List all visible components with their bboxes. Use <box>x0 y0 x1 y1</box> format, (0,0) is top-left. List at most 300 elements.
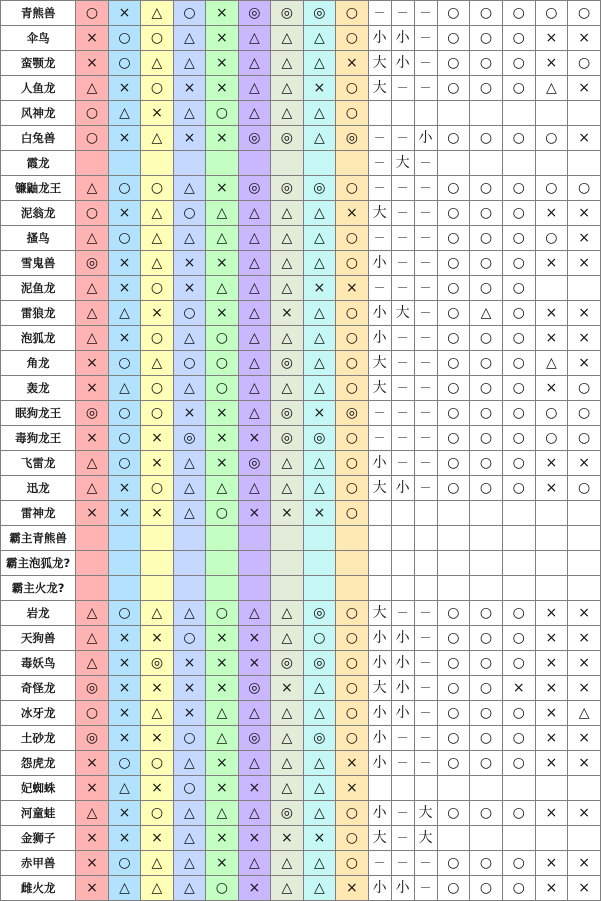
element-weakness-cell: △ <box>173 101 205 126</box>
element-weakness-cell: ◎ <box>303 176 335 201</box>
element-weakness-cell: ◎ <box>173 426 205 451</box>
status-cell: × <box>535 251 568 276</box>
size-cell: － <box>391 226 414 251</box>
status-cell: × <box>568 601 601 626</box>
size-cell <box>414 101 437 126</box>
table-row <box>1 126 601 151</box>
status-cell: ○ <box>502 876 535 901</box>
status-cell: ○ <box>535 176 568 201</box>
element-weakness-cell: × <box>303 826 335 851</box>
size-cell: 大 <box>368 601 391 626</box>
status-cell <box>535 576 568 601</box>
status-cell: ○ <box>502 601 535 626</box>
size-cell: － <box>391 751 414 776</box>
size-cell: － <box>391 126 414 151</box>
status-cell <box>470 501 503 526</box>
size-cell: － <box>414 676 437 701</box>
element-weakness-cell: △ <box>271 451 303 476</box>
monster-name: 霸主青熊兽 <box>1 526 76 551</box>
table-row <box>1 451 601 476</box>
element-weakness-cell: × <box>108 126 140 151</box>
element-weakness-cell: × <box>206 176 238 201</box>
status-cell <box>568 501 601 526</box>
status-cell: ○ <box>568 401 601 426</box>
element-weakness-cell: ◎ <box>238 726 270 751</box>
status-cell <box>535 151 568 176</box>
element-weakness-cell: × <box>206 301 238 326</box>
monster-name: 霞龙 <box>1 151 76 176</box>
element-weakness-cell: ◎ <box>76 726 108 751</box>
size-cell <box>368 551 391 576</box>
element-weakness-cell: ○ <box>336 701 368 726</box>
size-cell: － <box>391 376 414 401</box>
element-weakness-cell: × <box>108 826 140 851</box>
size-cell: 小 <box>368 451 391 476</box>
status-cell <box>535 276 568 301</box>
element-weakness-cell: △ <box>238 251 270 276</box>
monster-name: 雷狼龙 <box>1 301 76 326</box>
status-cell: × <box>568 226 601 251</box>
status-cell: ○ <box>568 476 601 501</box>
element-weakness-cell: ◎ <box>271 176 303 201</box>
element-weakness-cell: △ <box>141 51 173 76</box>
element-weakness-cell: ◎ <box>271 401 303 426</box>
element-weakness-cell <box>108 526 140 551</box>
element-weakness-cell: ◎ <box>238 676 270 701</box>
size-cell: － <box>368 176 391 201</box>
element-weakness-cell: △ <box>303 776 335 801</box>
size-cell: － <box>391 276 414 301</box>
size-cell: 大 <box>368 676 391 701</box>
table-row <box>1 476 601 501</box>
element-weakness-cell: × <box>76 851 108 876</box>
table-row <box>1 701 601 726</box>
table-row <box>1 801 601 826</box>
status-cell <box>437 501 470 526</box>
element-weakness-cell <box>173 151 205 176</box>
status-cell: ○ <box>502 726 535 751</box>
element-weakness-cell: ○ <box>173 776 205 801</box>
element-weakness-cell: × <box>141 301 173 326</box>
status-cell: ○ <box>470 801 503 826</box>
element-weakness-cell: × <box>336 51 368 76</box>
size-cell <box>414 501 437 526</box>
status-cell: ○ <box>437 476 470 501</box>
element-weakness-cell: ○ <box>108 226 140 251</box>
element-weakness-cell: × <box>303 76 335 101</box>
status-cell: ○ <box>470 76 503 101</box>
size-cell: 小 <box>368 301 391 326</box>
status-cell: ○ <box>502 801 535 826</box>
element-weakness-cell: △ <box>108 376 140 401</box>
element-weakness-cell: × <box>271 501 303 526</box>
monster-name: 白兔兽 <box>1 126 76 151</box>
element-weakness-cell: △ <box>76 451 108 476</box>
element-weakness-cell: × <box>173 676 205 701</box>
status-cell: ○ <box>437 751 470 776</box>
size-cell <box>391 776 414 801</box>
size-cell: － <box>414 726 437 751</box>
element-weakness-cell: △ <box>141 201 173 226</box>
status-cell: ○ <box>502 351 535 376</box>
size-cell: 大 <box>391 151 414 176</box>
size-cell: 小 <box>391 476 414 501</box>
table-row <box>1 551 601 576</box>
element-weakness-cell <box>303 551 335 576</box>
element-weakness-cell: × <box>108 476 140 501</box>
element-weakness-cell: × <box>141 676 173 701</box>
element-weakness-cell: △ <box>76 326 108 351</box>
element-weakness-cell: × <box>173 651 205 676</box>
status-cell: × <box>535 651 568 676</box>
element-weakness-cell: × <box>173 701 205 726</box>
element-weakness-cell <box>141 526 173 551</box>
status-cell: ○ <box>502 651 535 676</box>
size-cell: － <box>414 26 437 51</box>
size-cell: 大 <box>391 301 414 326</box>
size-cell: － <box>391 1 414 26</box>
size-cell: － <box>391 401 414 426</box>
status-cell <box>568 776 601 801</box>
element-weakness-cell: ○ <box>173 1 205 26</box>
element-weakness-cell: ○ <box>141 376 173 401</box>
element-weakness-cell: × <box>206 126 238 151</box>
element-weakness-cell: ◎ <box>271 126 303 151</box>
element-weakness-cell: ○ <box>108 751 140 776</box>
element-weakness-cell: ◎ <box>238 451 270 476</box>
size-cell: － <box>414 626 437 651</box>
status-cell: × <box>568 301 601 326</box>
status-cell: ○ <box>502 401 535 426</box>
status-cell <box>437 151 470 176</box>
element-weakness-cell: ○ <box>336 326 368 351</box>
status-cell <box>502 576 535 601</box>
status-cell: ○ <box>568 426 601 451</box>
element-weakness-cell: △ <box>303 301 335 326</box>
table-row <box>1 501 601 526</box>
element-weakness-cell: △ <box>271 776 303 801</box>
element-weakness-cell <box>238 526 270 551</box>
table-row <box>1 401 601 426</box>
element-weakness-cell: × <box>108 726 140 751</box>
element-weakness-cell <box>271 551 303 576</box>
status-cell <box>502 101 535 126</box>
element-weakness-cell: △ <box>271 751 303 776</box>
status-cell: ○ <box>437 51 470 76</box>
element-weakness-cell: × <box>141 501 173 526</box>
element-weakness-cell <box>206 526 238 551</box>
status-cell: ○ <box>502 226 535 251</box>
table-row <box>1 176 601 201</box>
element-weakness-cell: × <box>76 776 108 801</box>
element-weakness-cell: × <box>303 276 335 301</box>
element-weakness-cell: △ <box>76 626 108 651</box>
element-weakness-cell: ○ <box>206 376 238 401</box>
element-weakness-cell: × <box>108 676 140 701</box>
element-weakness-cell: ○ <box>108 26 140 51</box>
size-cell: － <box>414 301 437 326</box>
status-cell: × <box>568 26 601 51</box>
element-weakness-cell: △ <box>238 351 270 376</box>
status-cell: × <box>535 626 568 651</box>
element-weakness-cell: △ <box>76 651 108 676</box>
element-weakness-cell: △ <box>238 226 270 251</box>
status-cell: ○ <box>502 376 535 401</box>
element-weakness-cell <box>76 551 108 576</box>
status-cell: ○ <box>502 51 535 76</box>
status-cell: × <box>568 76 601 101</box>
size-cell: － <box>414 476 437 501</box>
size-cell: － <box>414 376 437 401</box>
size-cell: － <box>414 326 437 351</box>
element-weakness-cell: △ <box>173 851 205 876</box>
element-weakness-cell: △ <box>76 176 108 201</box>
size-cell: － <box>391 251 414 276</box>
element-weakness-cell: △ <box>76 276 108 301</box>
element-weakness-cell: △ <box>173 376 205 401</box>
element-weakness-cell: △ <box>173 226 205 251</box>
element-weakness-cell: △ <box>303 51 335 76</box>
size-cell: － <box>368 426 391 451</box>
monster-name: 蛮颚龙 <box>1 51 76 76</box>
element-weakness-cell: △ <box>303 801 335 826</box>
size-cell: 小 <box>368 701 391 726</box>
element-weakness-cell: × <box>76 351 108 376</box>
element-weakness-cell <box>76 576 108 601</box>
status-cell: ○ <box>437 851 470 876</box>
status-cell: ○ <box>437 226 470 251</box>
element-weakness-cell: △ <box>173 26 205 51</box>
status-cell: ○ <box>437 701 470 726</box>
size-cell: － <box>391 826 414 851</box>
status-cell: ○ <box>437 1 470 26</box>
element-weakness-cell: × <box>141 451 173 476</box>
monster-name: 怨虎龙 <box>1 751 76 776</box>
table-row <box>1 526 601 551</box>
element-weakness-cell: × <box>271 826 303 851</box>
element-weakness-cell <box>238 576 270 601</box>
size-cell: 大 <box>368 51 391 76</box>
element-weakness-cell: △ <box>173 876 205 901</box>
size-cell: － <box>414 76 437 101</box>
status-cell: × <box>502 676 535 701</box>
element-weakness-cell: ○ <box>173 351 205 376</box>
status-cell <box>502 826 535 851</box>
status-cell: ○ <box>470 651 503 676</box>
element-weakness-cell: △ <box>271 101 303 126</box>
element-weakness-cell: × <box>206 426 238 451</box>
element-weakness-cell: △ <box>173 601 205 626</box>
element-weakness-cell: ○ <box>173 726 205 751</box>
element-weakness-cell: ○ <box>336 476 368 501</box>
status-cell: △ <box>470 301 503 326</box>
status-cell <box>568 551 601 576</box>
status-cell: ○ <box>502 276 535 301</box>
status-cell: ○ <box>502 851 535 876</box>
element-weakness-cell: △ <box>76 801 108 826</box>
status-cell: ○ <box>437 376 470 401</box>
status-cell <box>502 501 535 526</box>
status-cell: ○ <box>437 801 470 826</box>
table-row <box>1 651 601 676</box>
element-weakness-cell: △ <box>141 876 173 901</box>
element-weakness-cell: ○ <box>108 176 140 201</box>
monster-name: 青熊兽 <box>1 1 76 26</box>
element-weakness-cell: × <box>238 826 270 851</box>
table-row <box>1 76 601 101</box>
element-weakness-cell: × <box>108 276 140 301</box>
status-cell: ○ <box>470 201 503 226</box>
status-cell: × <box>535 676 568 701</box>
element-weakness-cell: × <box>238 776 270 801</box>
element-weakness-cell: △ <box>173 826 205 851</box>
element-weakness-cell: △ <box>271 476 303 501</box>
status-cell: ○ <box>535 126 568 151</box>
table-row <box>1 326 601 351</box>
size-cell: － <box>414 876 437 901</box>
element-weakness-cell: × <box>76 26 108 51</box>
element-weakness-cell: ◎ <box>238 126 270 151</box>
element-weakness-cell <box>336 151 368 176</box>
element-weakness-cell: △ <box>303 451 335 476</box>
monster-name: 冰牙龙 <box>1 701 76 726</box>
size-cell: 大 <box>368 76 391 101</box>
element-weakness-cell: ◎ <box>336 401 368 426</box>
element-weakness-cell <box>173 551 205 576</box>
element-weakness-cell: ○ <box>336 826 368 851</box>
element-weakness-cell: △ <box>206 226 238 251</box>
element-weakness-cell: ○ <box>336 101 368 126</box>
element-weakness-cell: ○ <box>336 651 368 676</box>
element-weakness-cell: △ <box>173 801 205 826</box>
size-cell: － <box>391 176 414 201</box>
status-cell: ○ <box>502 626 535 651</box>
size-cell: － <box>391 601 414 626</box>
size-cell: 大 <box>368 376 391 401</box>
element-weakness-cell: ◎ <box>303 1 335 26</box>
element-weakness-cell: × <box>206 26 238 51</box>
status-cell: ○ <box>470 676 503 701</box>
element-weakness-cell: ○ <box>336 501 368 526</box>
status-cell: ○ <box>470 26 503 51</box>
status-cell: × <box>568 451 601 476</box>
monster-name: 金狮子 <box>1 826 76 851</box>
element-weakness-cell: × <box>173 126 205 151</box>
element-weakness-cell: × <box>206 251 238 276</box>
status-cell <box>535 551 568 576</box>
status-cell: ○ <box>502 326 535 351</box>
element-weakness-cell: ◎ <box>303 726 335 751</box>
element-weakness-cell: × <box>206 751 238 776</box>
size-cell: － <box>414 226 437 251</box>
element-weakness-cell: ○ <box>336 351 368 376</box>
status-cell: ○ <box>568 51 601 76</box>
element-weakness-cell: △ <box>173 501 205 526</box>
element-weakness-cell <box>173 576 205 601</box>
element-weakness-cell: △ <box>303 851 335 876</box>
element-weakness-cell: △ <box>238 201 270 226</box>
element-weakness-cell: ○ <box>336 26 368 51</box>
status-cell: ○ <box>437 176 470 201</box>
status-cell <box>502 151 535 176</box>
element-weakness-cell: ○ <box>173 626 205 651</box>
element-weakness-cell: △ <box>303 476 335 501</box>
element-weakness-cell: ○ <box>141 751 173 776</box>
element-weakness-cell: △ <box>238 751 270 776</box>
element-weakness-cell: △ <box>238 851 270 876</box>
element-weakness-cell: ○ <box>336 601 368 626</box>
status-cell <box>470 576 503 601</box>
status-cell: × <box>535 51 568 76</box>
size-cell: 大 <box>368 201 391 226</box>
size-cell: 小 <box>391 26 414 51</box>
element-weakness-cell: ○ <box>141 176 173 201</box>
monster-name: 风神龙 <box>1 101 76 126</box>
element-weakness-cell <box>206 151 238 176</box>
element-weakness-cell: ◎ <box>238 1 270 26</box>
status-cell: ○ <box>502 76 535 101</box>
size-cell: － <box>414 1 437 26</box>
size-cell: 大 <box>368 351 391 376</box>
status-cell: ○ <box>437 326 470 351</box>
element-weakness-cell: × <box>76 751 108 776</box>
size-cell <box>391 501 414 526</box>
element-weakness-cell: △ <box>271 626 303 651</box>
element-weakness-cell: △ <box>206 801 238 826</box>
element-weakness-cell: △ <box>206 276 238 301</box>
size-cell: － <box>414 426 437 451</box>
element-weakness-cell: ○ <box>141 801 173 826</box>
element-weakness-cell: × <box>108 251 140 276</box>
element-weakness-cell: △ <box>76 76 108 101</box>
size-cell: － <box>414 851 437 876</box>
size-cell: － <box>391 426 414 451</box>
element-weakness-cell: ◎ <box>271 426 303 451</box>
monster-name: 妃蜘蛛 <box>1 776 76 801</box>
element-weakness-cell: △ <box>238 76 270 101</box>
element-weakness-cell: △ <box>303 676 335 701</box>
monster-name: 毒妖鸟 <box>1 651 76 676</box>
element-weakness-cell: ◎ <box>76 401 108 426</box>
element-weakness-cell: × <box>271 301 303 326</box>
status-cell: ○ <box>437 301 470 326</box>
status-cell: ○ <box>502 176 535 201</box>
size-cell <box>368 501 391 526</box>
element-weakness-cell: △ <box>173 476 205 501</box>
element-weakness-cell: × <box>76 51 108 76</box>
table-row <box>1 351 601 376</box>
element-weakness-cell: △ <box>173 176 205 201</box>
status-cell: △ <box>535 351 568 376</box>
size-cell <box>368 526 391 551</box>
status-cell: ○ <box>437 276 470 301</box>
monster-name: 雷神龙 <box>1 501 76 526</box>
status-cell: ○ <box>470 1 503 26</box>
status-cell: × <box>568 126 601 151</box>
size-cell <box>414 776 437 801</box>
element-weakness-cell: △ <box>76 226 108 251</box>
status-cell: × <box>568 651 601 676</box>
element-weakness-cell: × <box>206 1 238 26</box>
status-cell <box>568 276 601 301</box>
size-cell <box>391 551 414 576</box>
element-weakness-cell <box>141 576 173 601</box>
size-cell: 大 <box>368 476 391 501</box>
element-weakness-cell: × <box>108 76 140 101</box>
element-weakness-cell: × <box>141 426 173 451</box>
element-weakness-cell: × <box>108 651 140 676</box>
element-weakness-cell: × <box>206 451 238 476</box>
